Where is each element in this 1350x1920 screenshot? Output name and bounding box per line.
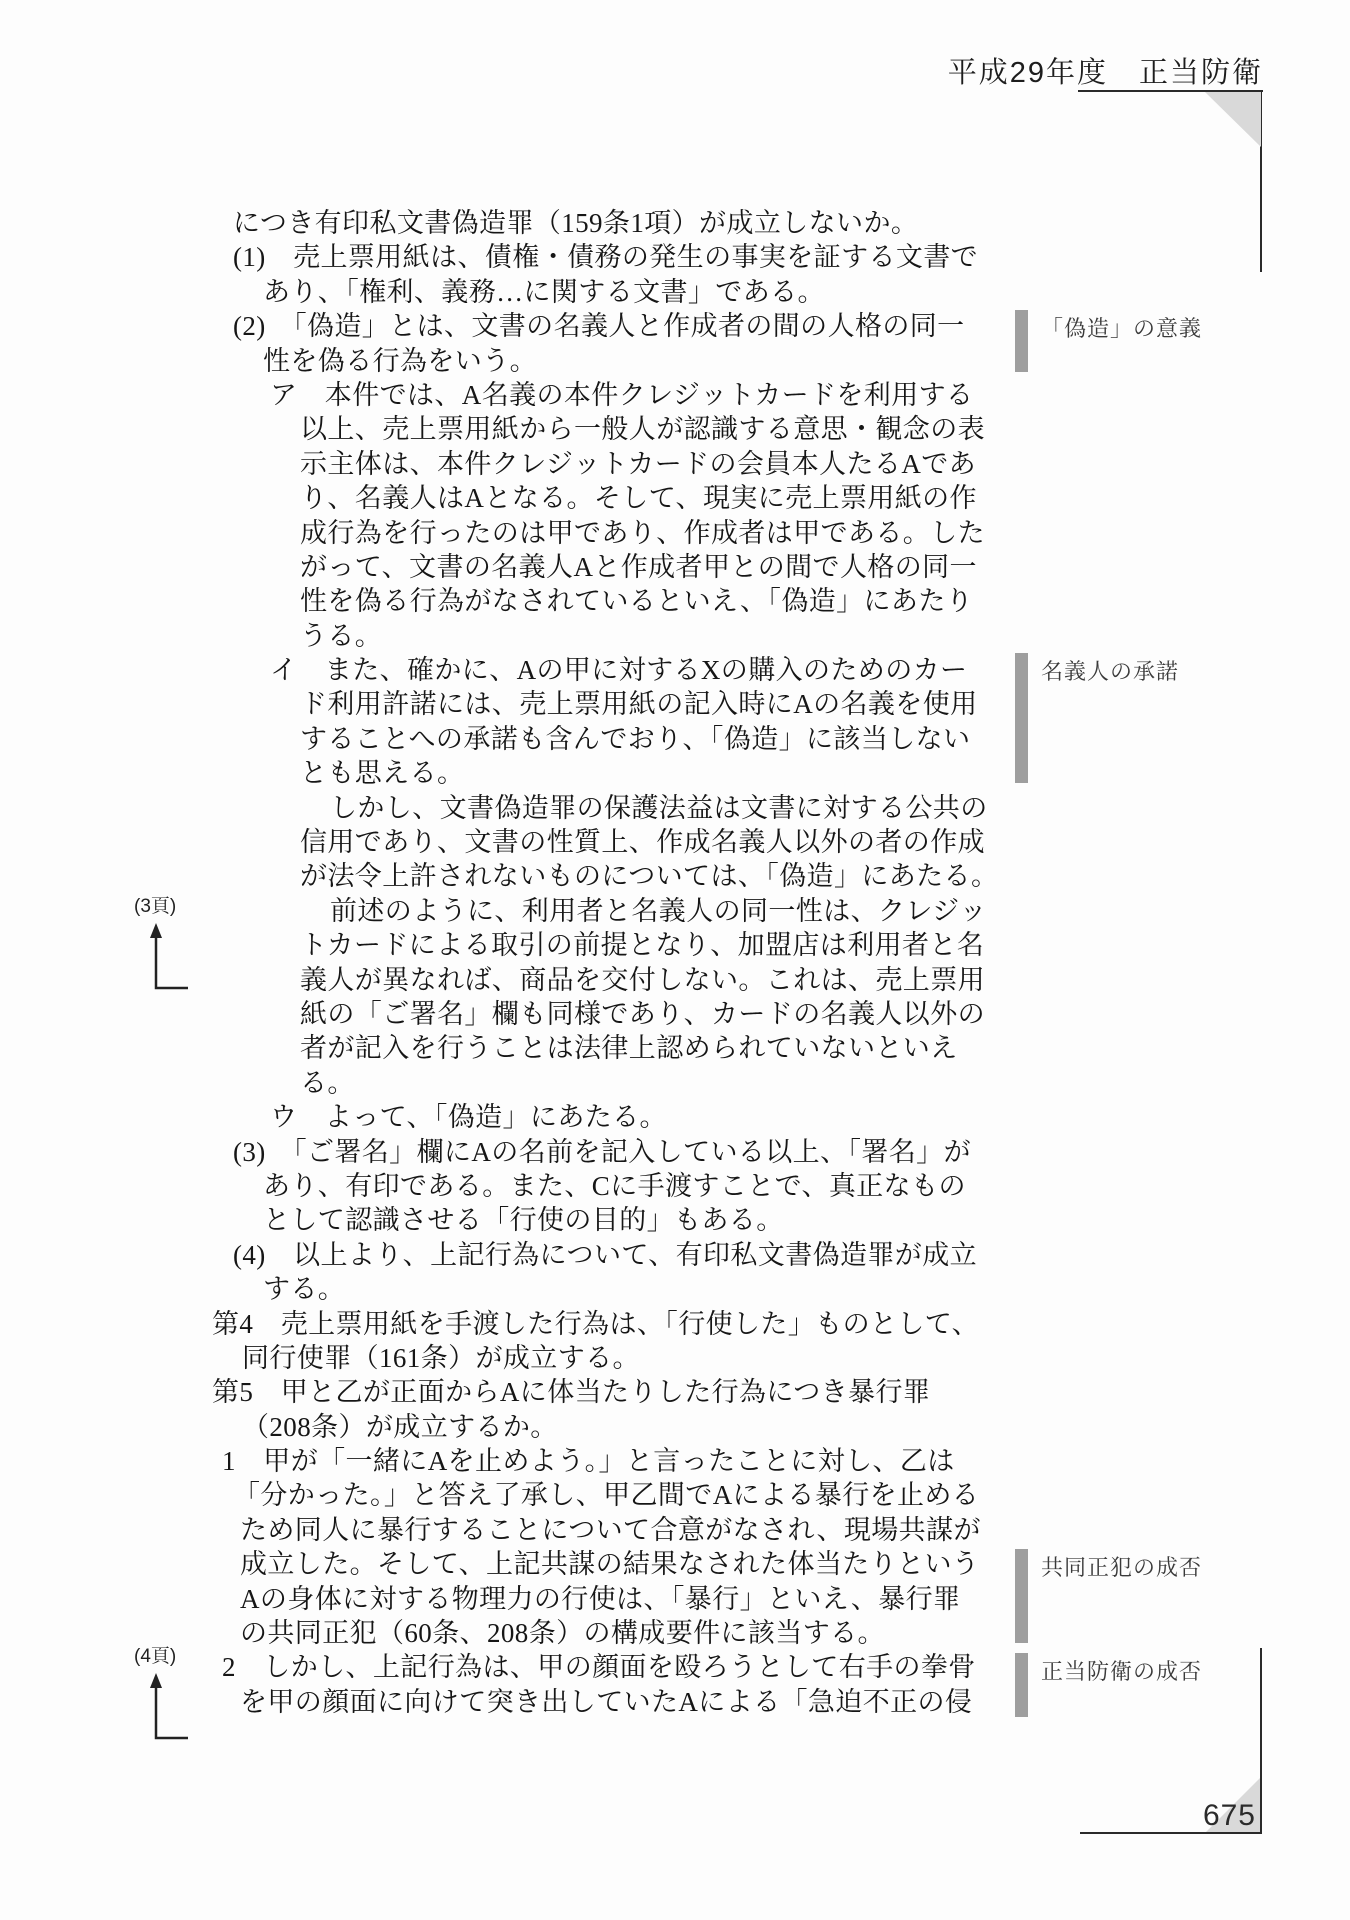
- body-line: 第5 甲と乙が正面からAに体当たりした行為につき暴行罪: [212, 1377, 931, 1408]
- body-line: 同行使罪（161条）が成立する。: [242, 1342, 640, 1373]
- page-break-label: (4頁): [134, 1646, 177, 1667]
- body-line: ド利用許諾には、売上票用紙の記入時にAの名義を使用: [300, 689, 978, 720]
- margin-note-bar: [1015, 1549, 1028, 1643]
- body-line: 1 甲が「一緒にAを止めよう。」と言ったことに対し、乙は: [222, 1446, 955, 1477]
- page-number: 675: [1202, 1799, 1256, 1832]
- body-line: り、名義人はAとなる。そして、現実に売上票用紙の作: [300, 483, 977, 514]
- body-line: 信用であり、文書の性質上、作成名義人以外の者の作成: [300, 827, 985, 858]
- body-line: がって、文書の名義人Aと作成者甲との間で人格の同一: [300, 551, 977, 582]
- body-line: につき有印私文書偽造罪（159条1項）が成立しないか。: [233, 208, 919, 238]
- body-line: 紙の「ご署名」欄も同様であり、カードの名義人以外の: [300, 998, 985, 1029]
- body-line: 前述のように、利用者と名義人の同一性は、クレジッ: [330, 895, 987, 926]
- body-line: 第4 売上票用紙を手渡した行為は、「行使した」ものとして、: [212, 1308, 980, 1339]
- body-line: あり、「権利、義務…に関する文書」である。: [263, 276, 825, 307]
- body-line: 「分かった。」と答え了承し、甲乙間でAによる暴行を止める: [233, 1480, 980, 1511]
- body-line: （208条）が成立するか。: [242, 1411, 558, 1442]
- up-arrow-icon: [144, 922, 196, 994]
- body-line: することへの承諾も含んでおり、「偽造」に該当しない: [300, 723, 971, 754]
- body-line: あり、有印である。また、Cに手渡すことで、真正なもの: [263, 1170, 966, 1201]
- body-line: 性を偽る行為がなされているといえ、「偽造」にあたり: [300, 586, 974, 617]
- body-line: 成行為を行ったのは甲であり、作成者は甲である。した: [300, 517, 985, 548]
- body-line: る。: [300, 1067, 355, 1098]
- body-line: 者が記入を行うことは法律上認められていないといえ: [300, 1033, 958, 1064]
- page-break-label: (3頁): [134, 896, 177, 917]
- margin-note-label: 名義人の承諾: [1041, 659, 1180, 684]
- margin-note-label: 共同正犯の成否: [1041, 1555, 1203, 1580]
- body-line: ため同人に暴行することについて合意がなされ、現場共謀が: [240, 1514, 981, 1545]
- top-corner-triangle: [1205, 92, 1261, 147]
- page-header: 平成29年度 正当防衛: [947, 57, 1263, 89]
- body-line: する。: [263, 1274, 346, 1305]
- body-line: うる。: [300, 620, 383, 651]
- body-line: とも思える。: [300, 758, 465, 789]
- page-break-marker: [134, 891, 196, 994]
- body-line: 以上、売上票用紙から一般人が認識する意思・観念の表: [300, 414, 985, 445]
- up-arrow-icon: [144, 1672, 196, 1744]
- body-line: (3) 「ご署名」欄にAの名前を記入している以上、「署名」が: [233, 1136, 971, 1167]
- body-line: ア 本件では、A名義の本件クレジットカードを利用する: [270, 379, 974, 410]
- body-line: (1) 売上票用紙は、債権・債務の発生の事実を証する文書で: [233, 242, 979, 273]
- body-line: の共同正犯（60条、208条）の構成要件に該当する。: [240, 1618, 885, 1649]
- body-line: 2 しかし、上記行為は、甲の顔面を殴ろうとして右手の拳骨: [222, 1652, 976, 1683]
- body-line: を甲の顔面に向けて突き出していたAによる「急迫不正の侵: [240, 1686, 973, 1717]
- body-line: として認識させる「行使の目的」もある。: [263, 1205, 784, 1236]
- margin-note-label: 正当防衛の成否: [1041, 1659, 1203, 1684]
- body-line: 義人が異なれば、商品を交付しない。これは、売上票用: [300, 964, 985, 995]
- margin-note-label: 「偽造」の意義: [1041, 316, 1203, 341]
- page-break-marker: [134, 1641, 196, 1744]
- body-line: 性を偽る行為をいう。: [263, 345, 537, 376]
- margin-note-bar: [1015, 310, 1028, 372]
- body-line: ウ よって、「偽造」にあたる。: [270, 1102, 667, 1133]
- margin-note-bar: [1015, 1653, 1028, 1717]
- body-line: が法令上許されないものについては、「偽造」にあたる。: [300, 861, 999, 892]
- body-line: トカードによる取引の前提となり、加盟店は利用者と名: [300, 930, 985, 961]
- body-line: イ また、確かに、Aの甲に対するXの購入のためのカー: [270, 655, 968, 686]
- body-line: (2) 「偽造」とは、文書の名義人と作成者の間の人格の同一: [233, 311, 965, 342]
- body-line: Aの身体に対する物理力の行使は、「暴行」といえ、暴行罪: [240, 1583, 961, 1614]
- body-line: しかし、文書偽造罪の保護法益は文書に対する公共の: [330, 792, 988, 823]
- body-line: (4) 以上より、上記行為について、有印私文書偽造罪が成立: [233, 1239, 978, 1270]
- body-line: 成立した。そして、上記共謀の結果なされた体当たりという: [240, 1549, 980, 1580]
- body-line: 示主体は、本件クレジットカードの会員本人たるAであ: [300, 448, 977, 479]
- bottom-corner-vertical-rule: [1260, 1648, 1262, 1834]
- margin-note-bar: [1015, 653, 1028, 783]
